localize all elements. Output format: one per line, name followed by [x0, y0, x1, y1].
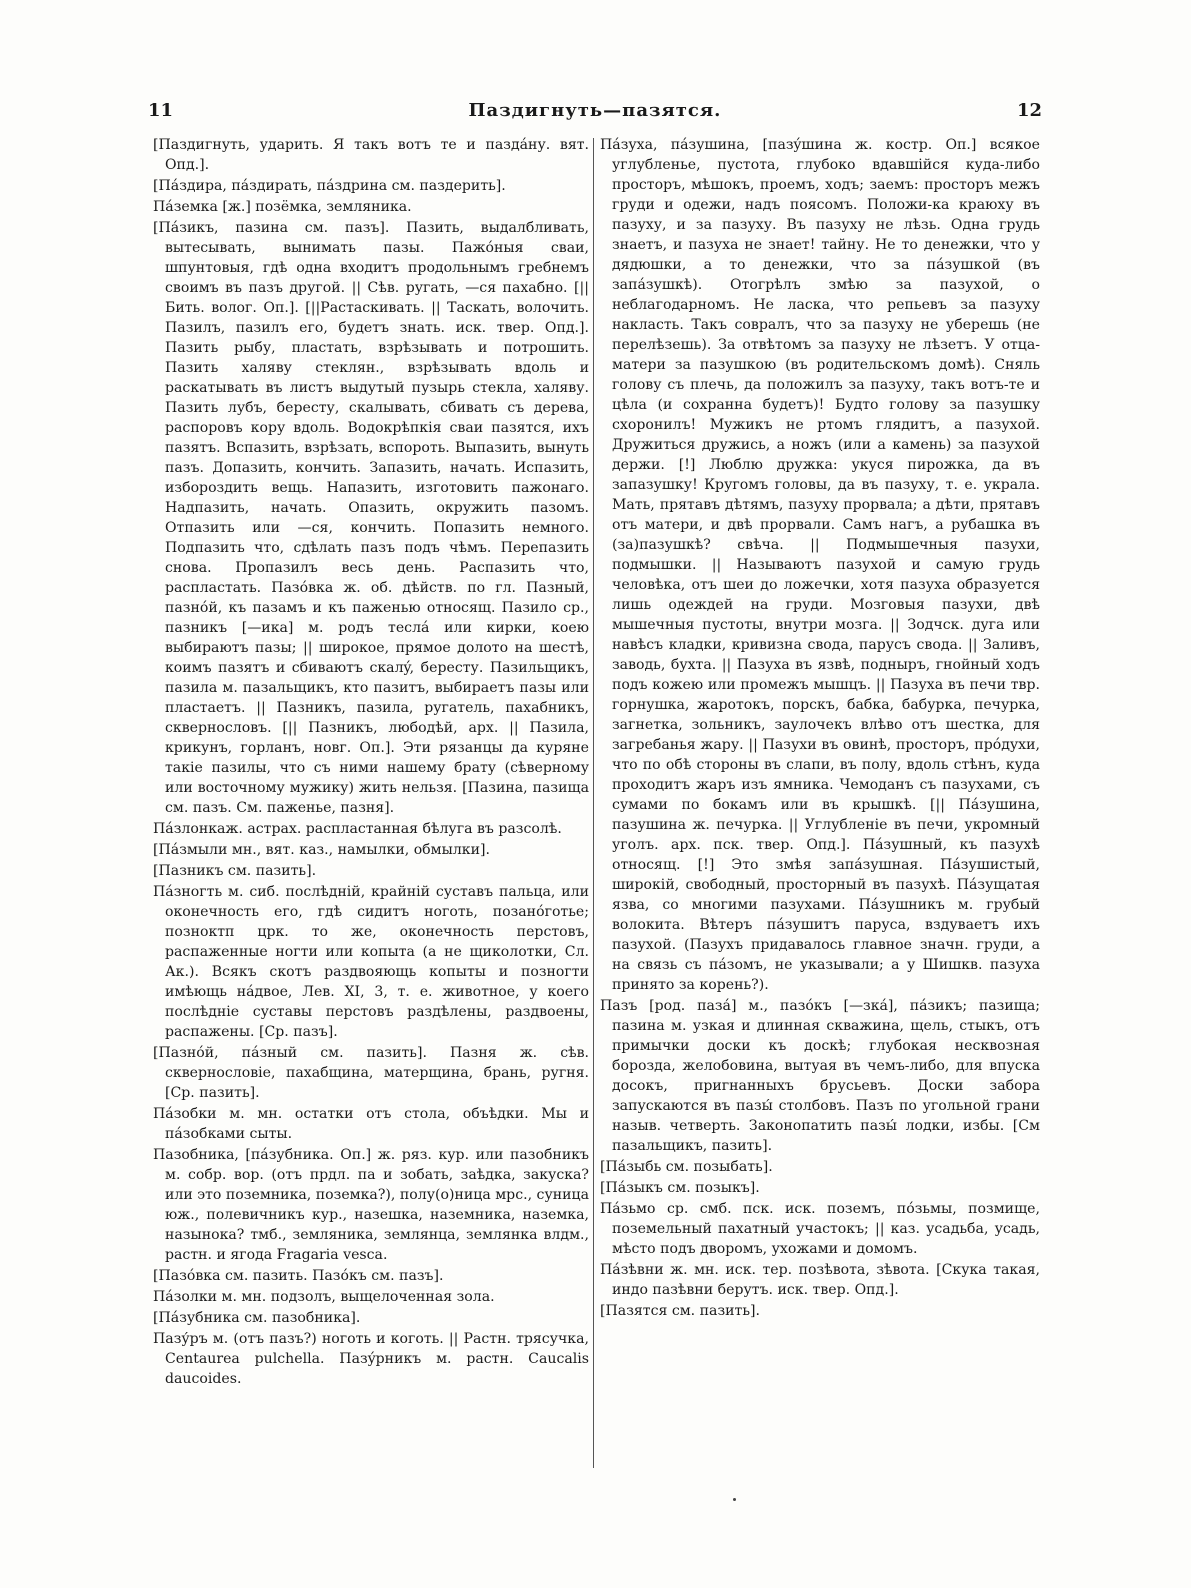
- dictionary-entry: [Пáзыкъ см. позыкъ].: [600, 1180, 760, 1196]
- dictionary-entry: Пазу́ръ м. (отъ пазъ?) ноготь и коготь. || Растн. трясучка, Centaurea pulchella. Пазýрникъ м. растн. Caucalis daucoides.: [153, 1331, 589, 1387]
- dictionary-entry: [Пазóвка см. пазить. Пазóкъ см. пазъ].: [153, 1268, 444, 1284]
- dictionary-entry: [Пазникъ см. пазить].: [153, 863, 317, 879]
- dictionary-entry: Пáземка [ж.] позёмка, земляника.: [153, 199, 412, 215]
- dictionary-entry: Пáзногть м. сиб. послѣдній, крайній суставъ пальца, или оконечность его, гдѣ сидитъ ноготь, позанóготье; позноктп црк. то же, оконечность перстовъ, распаженные ногти или копыта (а не щиколотки, Сл. Ак.). Всякъ скотъ раздвояющь копыты и позногти имѣющь нáдвое, Лев. XI, 3, т. е. животное, у коего послѣдніе суставы перстовъ раздѣлены, раздвоены, распажены. [Ср. пазъ].: [153, 884, 589, 1040]
- dictionary-entry: [Пáздира, пáздирать, пáздрина см. паздерить].: [153, 178, 506, 194]
- right-column: [600, 135, 1040, 1322]
- print-speck: [733, 1498, 736, 1501]
- dictionary-entry: Пáзьмо ср. смб. пск. иск. поземъ, пóзьмы, позмище, поземельный пахатный участокъ; || каз. усадьба, усадь, мѣсто подъ дворомъ, ухожами и домомъ.: [600, 1201, 1040, 1257]
- dictionary-entry: [Паздигнуть, ударить. Я такъ вотъ те и паздáну. вят. Опд.].: [153, 137, 589, 173]
- dictionary-entry: [Пáзмыли мн., вят. каз., намылки, обмылки].: [153, 842, 490, 858]
- dictionary-entry: [Пазятся см. пазить].: [600, 1303, 760, 1319]
- dictionary-entry: Пазъ [род. пазá] м., пазóкъ [—зкá], пáзикъ; пазища; пазина м. узкая и длинная скважина, щель, стыкъ, отъ примычки доски къ доскѣ; глубокая несквозная борозда, желобовина, вытуая въ чемъ-либо, для впуска досокъ, пригнанныхъ брусьевъ. Доски забора запускаются въ пазы́ столбовъ. Пазъ по угольной грани назыв. четверть. Законопатить пазы́ лодки, избы. [См пазальщикъ, пазить].: [600, 998, 1040, 1154]
- dictionary-entry: Пáзлонкаж. астрах. распластанная бѣлуга въ разсолѣ.: [153, 821, 562, 837]
- right-page-number: 12: [1016, 100, 1042, 121]
- running-title: Паздигнуть—пазятся.: [468, 100, 722, 121]
- dictionary-entry: [Пáзыбь см. позыбать].: [600, 1159, 773, 1175]
- page-header: [148, 100, 1042, 126]
- dictionary-entry: Пазобника, [пáзубника. Оп.] ж. ряз. кур. или пазобникъ м. собр. вор. (отъ прдл. па и зобать, заѣдка, закуска? или это поземника, поземка?), полу(о)ница мрс., суница юж., полевичникъ кур., назешка, наземника, наземка, назынока? тмб., земляника, землянца, землянка влдм., растн. и ягода Fragaria vesca.: [153, 1147, 589, 1263]
- left-page-number: 11: [148, 100, 174, 121]
- left-column: [153, 135, 589, 1390]
- dictionary-entry: [Пáзубника см. пазобника].: [153, 1310, 361, 1326]
- dictionary-entry: Пáзуха, пáзушина, [пазýшина ж. костр. Оп.] всякое углубленье, пустота, глубоко вдавшійся куда-либо просторъ, мѣшокъ, проемъ, ходъ; заемъ: просторъ межъ груди и одежи, надъ поясомъ. Положи-ка краюху въ пазуху, и за пазуху. Въ пазуху не лѣзь. Одна грудь знаетъ, и пазуха не знает! тайну. Не то денежки, что у дядюшки, а то денежки, что за пáзушкой (въ запáзушкѣ). Отогрѣлъ змѣю за пазухой, о неблагодарномъ. Не ласка, что репьевъ за пазуху накласть. Такъ совралъ, что за пазуху не уберешь (не перелѣзешь). За отвѣтомъ за пазуху не лѣзетъ. У отца-матери за пазушкою (въ родительскомъ домѣ). Сняль голову съ плечь, да положилъ за пазуху, такъ вотъ-те и цѣла (и сохранна будетъ)! Будто голову за пазушку схоронилъ! Мужикъ не ртомъ глядитъ, а пазухой. Дружиться дружись, а ножъ (или а камень) за пазухой держи. [!] Люблю дружка: укуся пирожка, да въ запазушку! Кругомъ головы, да въ пазуху, т. е. украла. Мать, прятавъ дѣтямъ, пазуху прорвала; а дѣти, прятавъ отъ матери, и двѣ прорвали. Самъ нагъ, а рубашка въ (за)пазушкѣ? свѣча. || Подмышечныя пазухи, подмышки. || Называютъ пазухой и самую грудь человѣка, отъ шеи до ложечки, хотя пазуха образуется лишь одеждей на груди. Мозговыя пазухи, двѣ мышечныя пустоты, внутри мозга. || Зодчск. дуга или навѣсъ кладки, кривизна свода, парусъ свода. || Заливъ, заводь, бухта. || Пазуха въ язвѣ, подныръ, гнойный ходъ подъ кожею или промежъ мышцъ. || Пазуха въ печи твр. горнушка, жаротокъ, порскъ, бабка, бабурка, печурка, загнетка, зольникъ, заулочекъ влѣво отъ шестка, для загребанья жару. || Пазухи въ овинѣ, просторъ, прóдухи, что по обѣ стороны въ слапи, въ полу, вдоль стѣнъ, куда проходитъ жаръ изъ ямника. Чемоданъ съ пазухами, съ сумами по бокамъ или въ крышкѣ. [|| Пáзушина, пазушина ж. печурка. || Углубленіе въ печи, укромный уголъ. арх. пск. твер. Опд.]. Пáзушный, къ пазухѣ относящ. [!] Это змѣя запáзушная. Пáзушистый, широкій, свободный, просторный въ пазухѣ. Пáзущатая язва, со многими пазухами. Пáзушникъ м. грубый волокита. Вѣтеръ пáзушитъ паруса, вздуваетъ ихъ пазухой. (Пазухъ придавалось главное значн. груди, а на связь съ пáзомъ, не указывали; а у Шишкв. пазуха принято за корень?).: [600, 137, 1040, 993]
- dictionary-entry: [Пáзикъ, пазина см. пазъ]. Пазить, выдалбливать, вытесывать, вынимать пазы. Пажóныя сваи, шпунтовыя, гдѣ одна входитъ продольнымъ гребнемъ своимъ въ пазъ другой. || Сѣв. ругать, —ся пахабно. [||Бить. волог. Оп.]. [||Растаскивать. || Таскать, волочить. Пазилъ, пазилъ его, будетъ знать. иск. твер. Опд.]. Пазить рыбу, пластать, взрѣзывать и потрошить. Пазить халяву стеклян., взрѣзывать вдоль и раскатывать въ листъ выдутый пузырь стекла, халяву. Пазить лубъ, бересту, скалывать, сбивать съ дерева, распоровъ кору вдоль. Водокрѣпкія сваи пазятся, ихъ пазятъ. Вспазить, взрѣзать, вспороть. Выпазить, вынуть пазъ. Допазить, кончить. Запазить, начать. Испазить, избороздить вещь. Напазить, изготовить пажонаго. Надпазить, начать. Опазить, окружить пазомъ. Отпазить или —ся, кончить. Попазить немного. Подпазить что, сдѣлать пазъ подъ чѣмъ. Перепазить снова. Пропазилъ весь день. Распазить что, распластать. Пазóвка ж. об. дѣйств. по гл. Пазный, пазнóй, къ пазамъ и къ паженью относящ. Пазило ср., пазникъ [—ика] м. родъ теслá или кирки, коею выбираютъ пазы; || широкое, прямое долото на шестѣ, коимъ пазятъ и сбиваютъ скалý, бересту. Пазильщикъ, пазила м. пазальщикъ, кто пазитъ, выбираетъ пазы или пластаетъ. || Пазникъ, пазила, ругатель, пахабникъ, сквернословъ. [|| Пазникъ, любодѣй, арх. || Пазила, крикунъ, горланъ, новг. Оп.]. Эти рязанцы да куряне такіе пазилы, что съ ними нашему брату (сѣверному или восточному мужику) жить нельзя. [Пазина, пазища см. пазъ. См. паженье, пазня].: [153, 220, 589, 816]
- dictionary-entry: Пáзобки м. мн. остатки отъ стола, объѣдки. Мы и пáзобками сыты.: [153, 1106, 589, 1142]
- column-divider: [593, 138, 594, 1468]
- dictionary-entry: [Пазнóй, пáзный см. пазить]. Пазня ж. сѣв. сквернословіе, пахабщина, матерщина, брань, ругня. [Ср. пазить].: [153, 1045, 589, 1101]
- dictionary-entry: Пáзѣвни ж. мн. иск. тер. позѣвота, зѣвота. [Скука такая, индо пазѣвни берутъ. иск. твер. Опд.].: [600, 1262, 1040, 1298]
- dictionary-entry: Пáзолки м. мн. подзолъ, выщелоченная зола.: [153, 1289, 495, 1305]
